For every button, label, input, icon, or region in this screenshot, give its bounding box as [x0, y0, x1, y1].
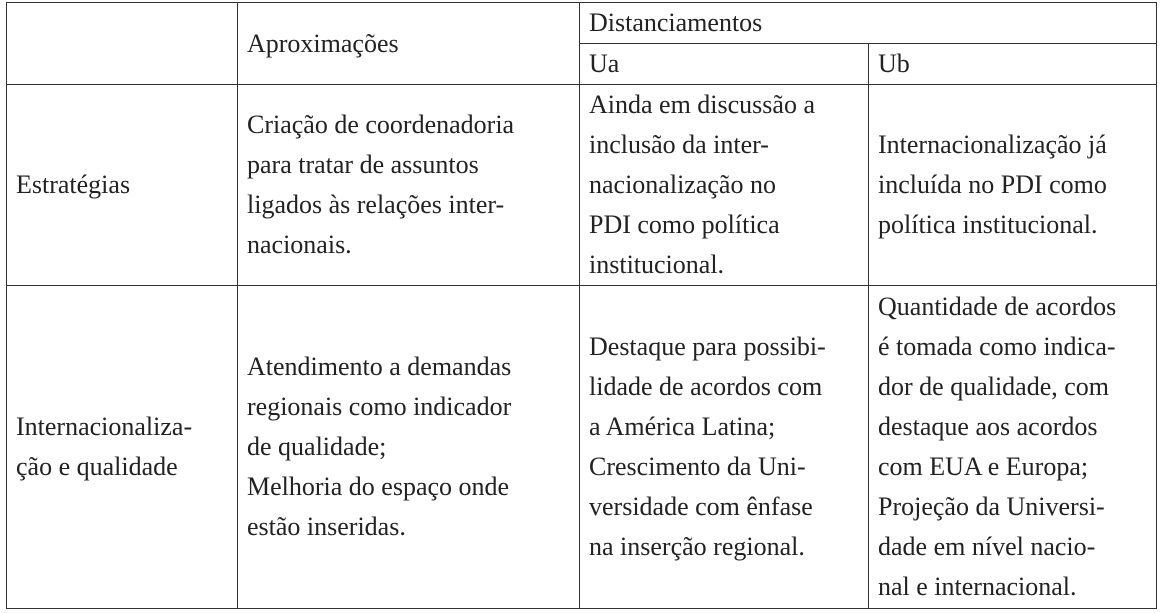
header-ua: Ua	[580, 44, 869, 85]
header-aproximacoes: Aproximações	[238, 3, 580, 85]
table-row-estrategias	[7, 85, 1157, 286]
cell-aproximacoes: Atendimento a demandas regionais como indicador de qualidade; Melhoria do espaço onde estão inseridas.	[238, 286, 580, 609]
row-label: Estratégias	[7, 85, 238, 286]
table-row-internacionalizacao	[7, 286, 1157, 609]
cell-ub: Quantidade de acordos é tomada como indica- dor de qualidade, com destaque aos acordos com EUA e Europa; Projeção da Universi- dade em nível nacio- nal e internacional.	[869, 286, 1157, 609]
cell-ua: Ainda em discussão a inclusão da inter- nacionalização no PDI como política institucional.	[580, 85, 869, 286]
header-ub: Ub	[869, 44, 1157, 85]
header-distanciamentos: Distanciamentos	[580, 3, 1157, 44]
row-label: Internacionaliza- ção e qualidade	[7, 286, 238, 609]
header-row	[7, 3, 1157, 44]
header-empty-cell	[7, 3, 238, 85]
cell-ub: Internacionalização já incluída no PDI como política institucional.	[869, 85, 1157, 286]
cell-ua: Destaque para possibi- lidade de acordos com a América Latina; Crescimento da Uni- versidade com ênfase na inserção regional.	[580, 286, 869, 609]
cell-aproximacoes: Criação de coordenadoria para tratar de assuntos ligados às relações inter- nacionais.	[238, 85, 580, 286]
comparison-table	[6, 2, 1157, 609]
